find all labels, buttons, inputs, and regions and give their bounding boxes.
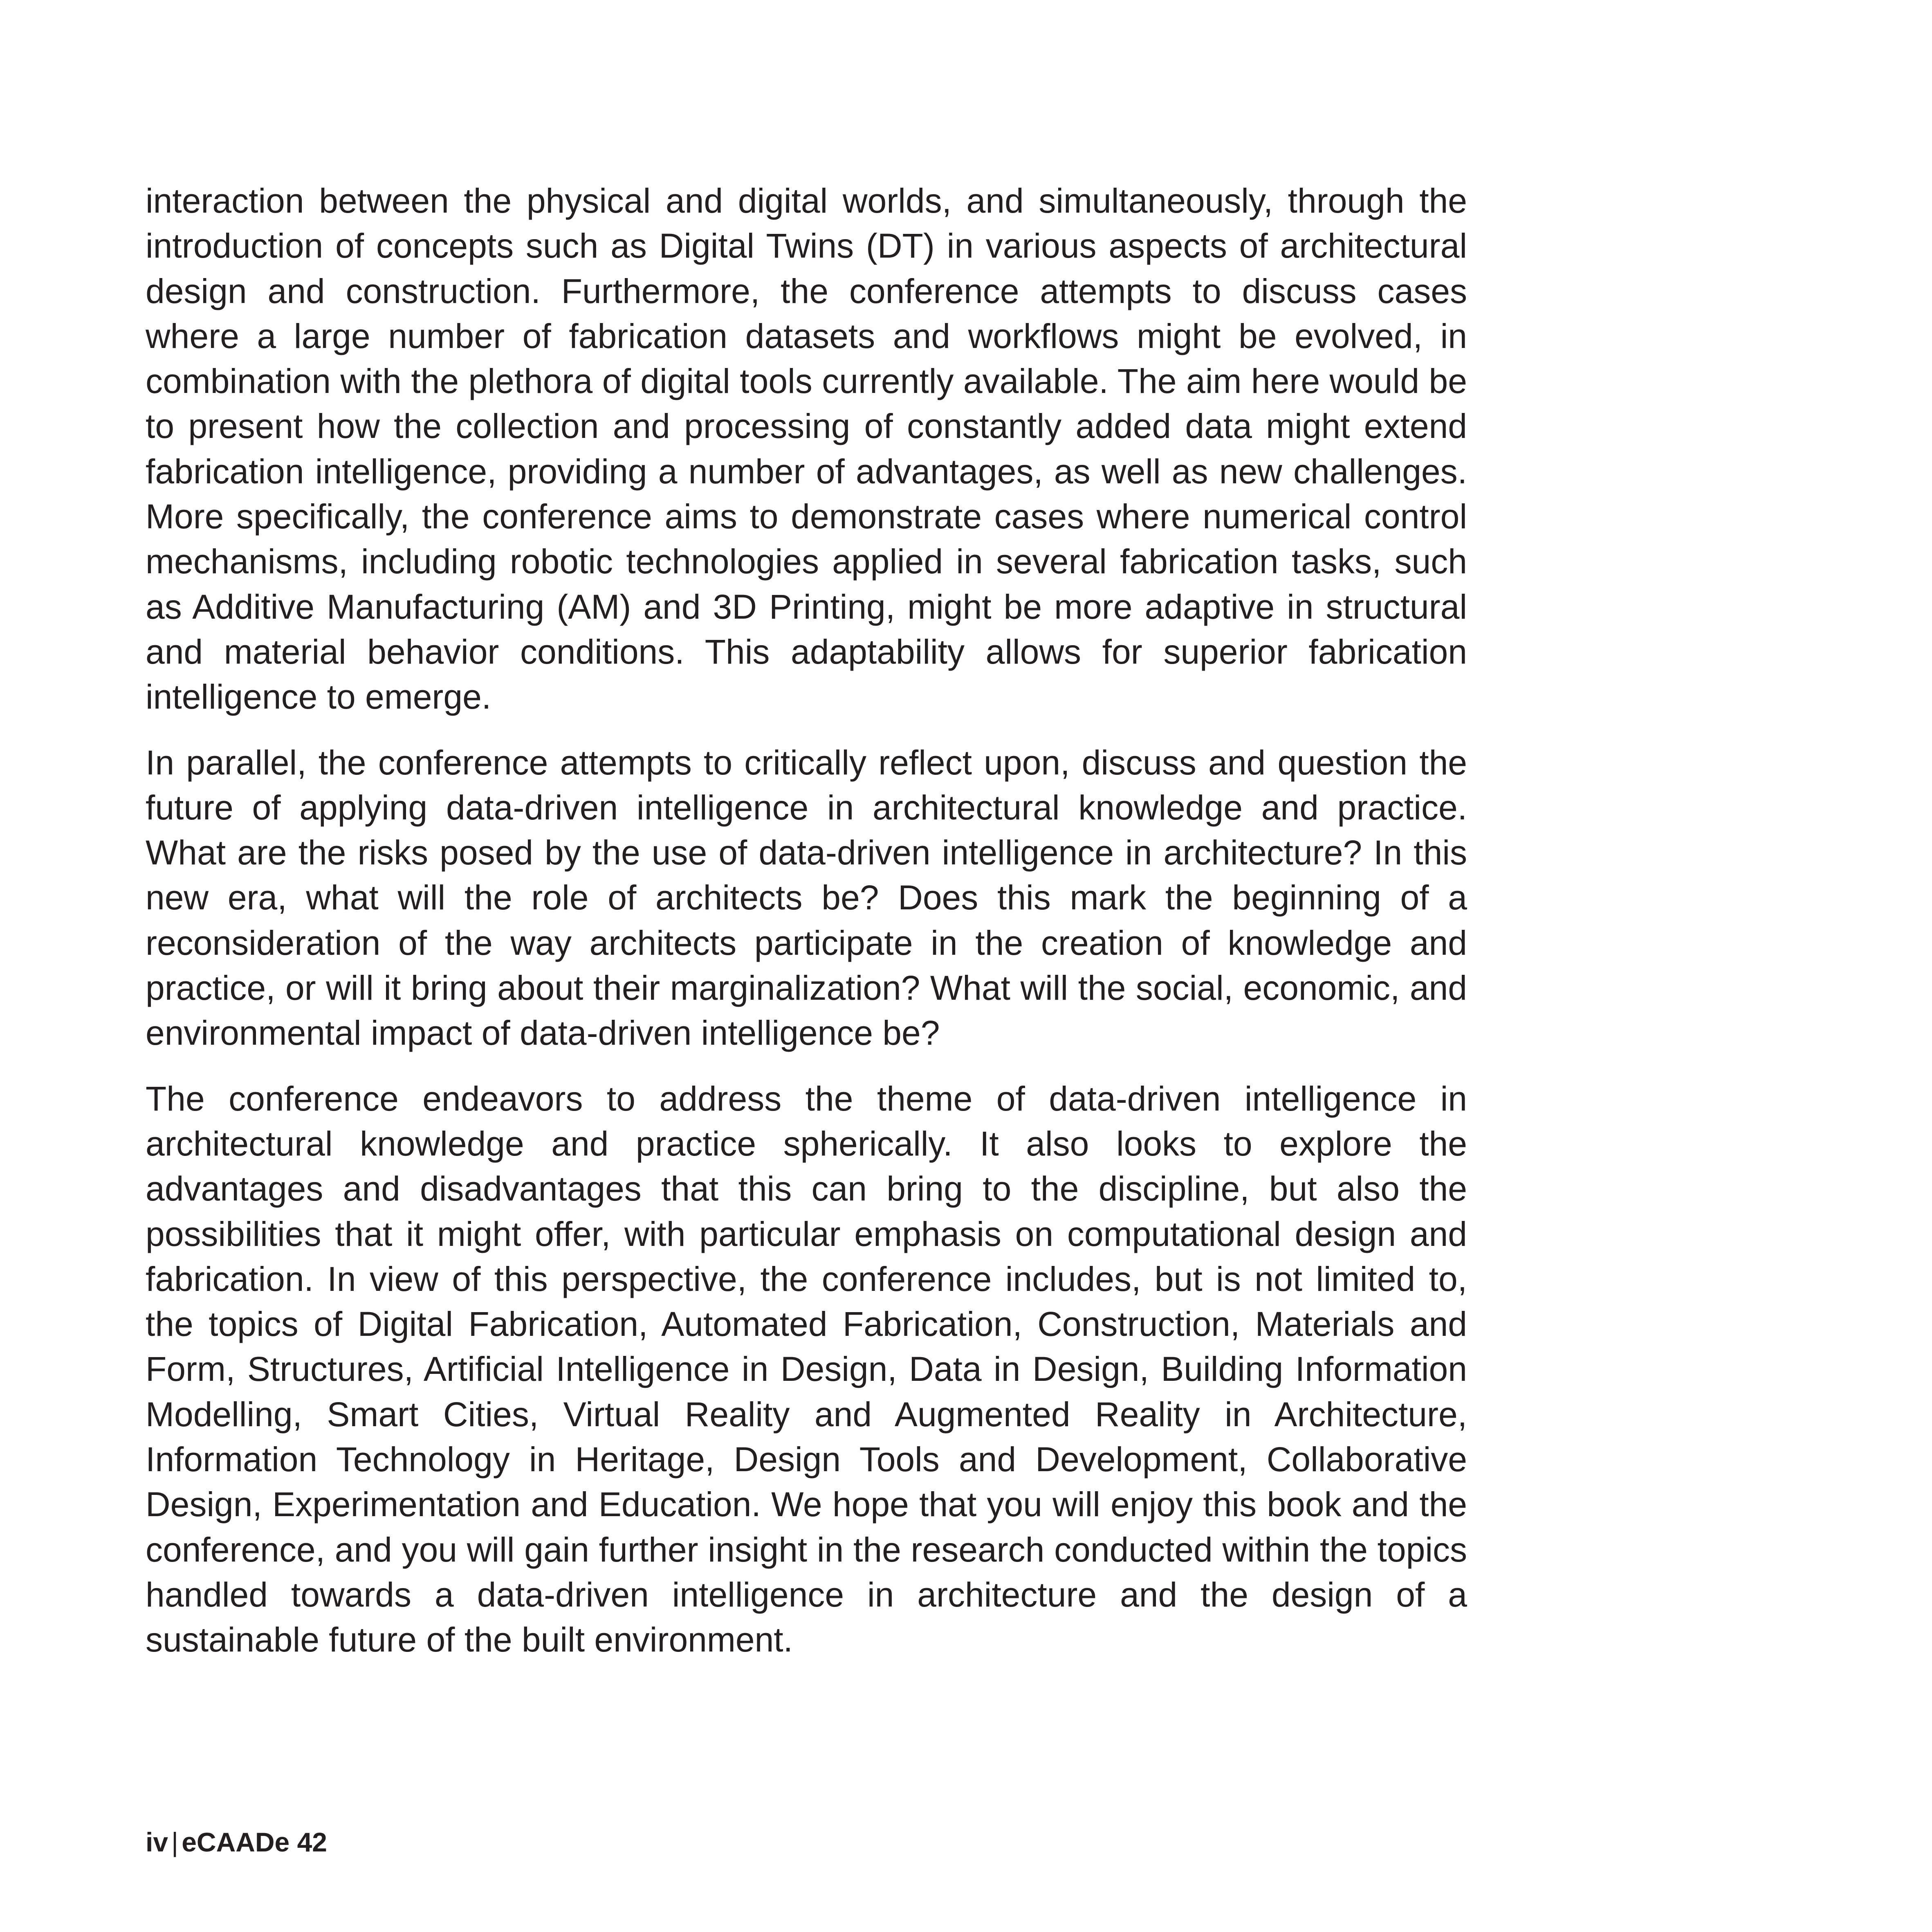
page-footer (146, 1824, 327, 1860)
paragraph-2: In parallel, the conference attempts to critically reflect upon, discuss and question the future of applying data-driven intelligence in architectural knowledge and practice. What are the risks posed by the use of data-driven intelligence in architecture? In this new era, what will the role of architects be? Does this mark the beginning of a reconsideration of the way architects participate in the creation of knowledge and practice, or will it bring about their marginalization? What will the social, economic, and environmental impact of data-driven intelligence be? (146, 743, 1467, 1052)
paragraph-3: The conference endeavors to address the theme of data-driven intelligence in architectural knowledge and practice spherically. It also looks to explore the advantages and disadvantages that this can bring to the discipline, but also the possibilities that it might offer, with particular emphasis on computational design and fabrication. In view of this perspective, the conference includes, but is not limited to, the topics of Digital Fabrication, Automated Fabrication, Construction, Materials and Form, Structures, Artificial Intelligence in Design, Data in Design, Building Information Modelling, Smart Cities, Virtual Reality and Augmented Reality in Architecture, Information Technology in Heritage, Design Tools and Development, Collaborative Design, Experimentation and Education. We hope that you will enjoy this book and the conference, and you will gain further insight in the research conducted within the topics handled towards a data-driven intelligence in architecture and the design of a sustainable future of the built environment. (146, 1079, 1467, 1659)
publication-name: eCAADe 42 (182, 1827, 328, 1857)
body-text (146, 178, 1467, 1683)
footer-separator: | (171, 1827, 179, 1857)
page-number: iv (146, 1827, 168, 1857)
paragraph-1: interaction between the physical and digital worlds, and simultaneously, through the introduction of concepts such as Digital Twins (DT) in various aspects of architectural design and construction. Furthermore, the conference attempts to discuss cases where a large number of fabrication datasets and workflows might be evolved, in combination with the plethora of digital tools currently available. The aim here would be to present how the collection and processing of constantly added data might extend fabrication intelligence, providing a number of advantages, as well as new challenges. More specifically, the conference aims to demonstrate cases where numerical control mechanisms, including robotic technologies applied in several fabrication tasks, such as Additive Manufacturing (AM) and 3D Printing, might be more adaptive in structural and material behavior conditions. This adaptability allows for superior fabrication intelligence to emerge. (146, 182, 1467, 716)
